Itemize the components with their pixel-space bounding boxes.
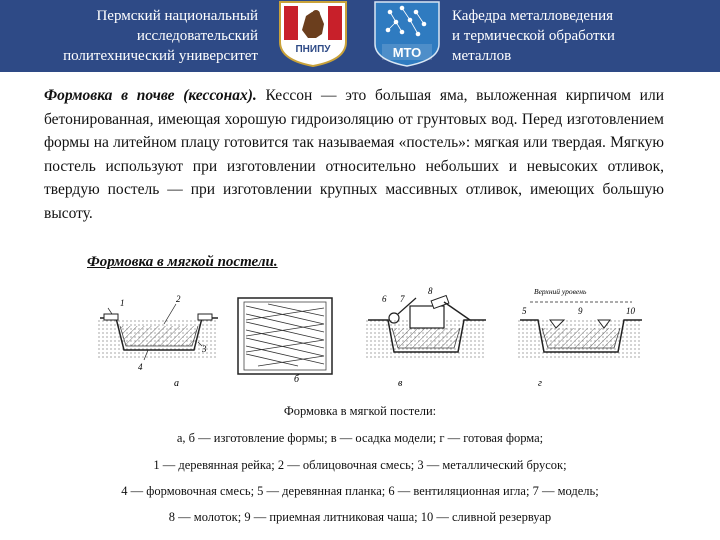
section-subheading: Формовка в мягкой постели. (87, 254, 278, 270)
university-line-3: политехнический университет (63, 48, 258, 64)
mto-logo-text: МТО (392, 45, 422, 60)
panel-b (238, 298, 332, 385)
department-line-1: Кафедра металловедения (452, 8, 614, 24)
pnipu-logo-text: ПНИПУ (295, 44, 331, 55)
caption-line-1: а, б — изготовление формы; в — осадка модели; г — готовая форма; (176, 431, 544, 445)
department-line-2: и термической обработки (452, 28, 615, 44)
label-10: 10 (626, 306, 635, 316)
department-line-3: металлов (452, 48, 512, 64)
department-name (452, 6, 712, 66)
label-4: 4 (138, 362, 143, 372)
header-banner (0, 0, 720, 72)
mto-logo (372, 0, 442, 68)
label-7: 7 (400, 294, 405, 304)
label-1: 1 (120, 298, 125, 308)
caption-title: Формовка в мягкой постели: (283, 404, 437, 418)
pnipu-logo (276, 0, 350, 68)
molding-figure (98, 280, 658, 390)
label-6: 6 (382, 294, 387, 304)
label-2: 2 (176, 294, 181, 304)
paragraph-body: Кессон — это большая яма, выложенная кирпичом или бетонированная, имеющая хорошую гидроизоляцию от грунтовых вод. Перед изготовлением формы на литейном плацу готовится так называемая «постель»: мягкая или твердая. Мягкую постель используют при изготовлении относительно небольших и невысоких отливок, твердую постель — при изготовлении крупных массивных отливок, имеющих большую высоту. (44, 87, 664, 222)
panel-c (366, 286, 486, 389)
panel-label-b: б (294, 374, 300, 385)
panel-label-a: а (174, 378, 179, 389)
label-5: 5 (522, 306, 527, 316)
label-8: 8 (428, 286, 433, 296)
caption-line-2: 1 — деревянная рейка; 2 — облицовочная смесь; 3 — металлический брусок; (153, 458, 567, 472)
caption-line-4: 8 — молоток; 9 — приемная литниковая чаша; 10 — сливной резервуар (168, 510, 552, 524)
panel-a (98, 294, 218, 389)
paragraph-lead: Формовка в почве (кессонах). (44, 87, 257, 104)
caption-line-3: 4 — формовочная смесь; 5 — деревянная планка; 6 — вентиляционная игла; 7 — модель; (121, 484, 599, 498)
label-3: 3 (202, 344, 207, 354)
university-line-2: исследовательский (136, 28, 258, 44)
panel-label-d: г (538, 378, 542, 389)
panel-d (518, 287, 642, 389)
body-paragraph (44, 84, 664, 225)
level-annotation: Верхний уровень (534, 287, 587, 296)
panel-label-c: в (398, 378, 403, 389)
university-line-1: Пермский национальный (96, 8, 258, 24)
university-name (10, 6, 258, 66)
label-9: 9 (578, 306, 583, 316)
